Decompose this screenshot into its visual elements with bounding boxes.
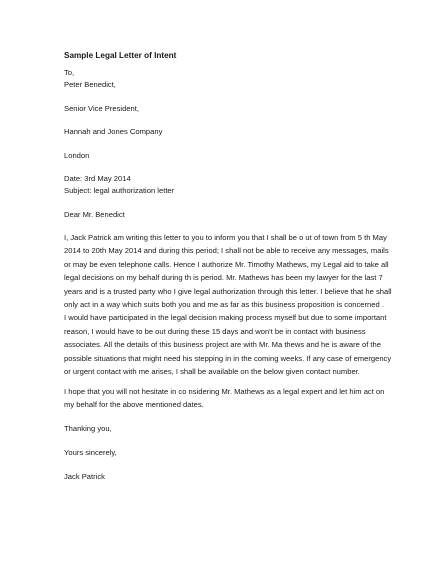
paragraph-line: my behalf for the above mentioned dates.	[64, 400, 204, 410]
paragraph-line: reason, I would have to be out during these 15 days and won't be in contact with business	[64, 326, 366, 336]
paragraph-line: or may be even telephone calls. Hence I authorize Mr. Timothy Mathews, my Legal aid to take all	[64, 259, 389, 269]
paragraph-line: or urgent contact with me arises, I shall be available on the below given contact number.	[64, 367, 360, 377]
paragraph-line: possible situations that might need his stepping in in the coming weeks. If any case of emergency	[64, 353, 392, 363]
closing-thanks: Thanking you,	[64, 424, 112, 433]
recipient-name: Peter Benedict,	[64, 80, 116, 89]
signature-name: Jack Patrick	[64, 472, 105, 481]
salutation: Dear Mr. Benedict	[64, 210, 125, 219]
paragraph-line: I hope that you will not hesitate in co nsidering Mr. Mathews as a legal expert and let him act on	[64, 387, 385, 396]
paragraph-line: legal decisions on my behalf during th is period. Mr. Mathews has been my lawyer for the last 7	[64, 273, 383, 283]
paragraph-line: I, Jack Patrick am writing this letter to you to inform you that I shall be o ut of town from 5 th May	[64, 233, 387, 242]
document-title: Sample Legal Letter of Intent	[64, 51, 177, 60]
paragraph-line: years and is a trusted party who I give legal authorization through this letter. I believe that he shall	[64, 286, 392, 296]
company-name: Hannah and Jones Company	[64, 127, 163, 136]
paragraph-line: only act in a way which suits both you and me as far as this business proposition is concerned .	[64, 300, 384, 310]
closing-sincerely: Yours sincerely,	[64, 448, 117, 457]
letter-date: Date: 3rd May 2014	[64, 174, 131, 183]
city: London	[64, 151, 90, 160]
to-label: To,	[64, 68, 75, 77]
recipient-title: Senior Vice President,	[64, 104, 139, 113]
paragraph-line: associates. All the details of this business project are with Mr. Ma thews and he is aware of the	[64, 340, 381, 350]
body-paragraph-1	[64, 231, 392, 378]
letter-subject: Subject: legal authorization letter	[64, 186, 175, 195]
paragraph-line: 2014 to 20th May 2014 and during this period; I shall not be able to receive any messages, mails	[64, 246, 389, 256]
paragraph-line: I would have participated in the legal decision making process myself but due to some important	[64, 313, 387, 323]
body-paragraph-2	[64, 385, 384, 412]
